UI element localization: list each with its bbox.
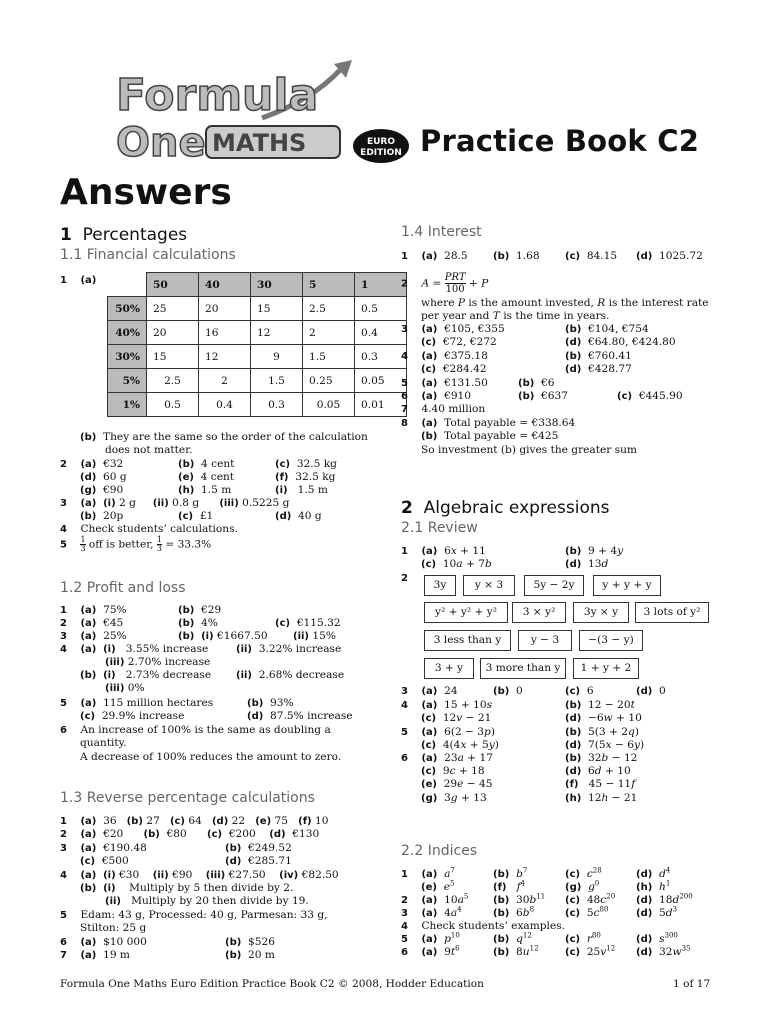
expression-box: y − 3 [518, 630, 572, 651]
table-col-header: 50 [147, 273, 199, 297]
q1-5: 5 $\frac{1}{3}$ off is better, $\frac{1}{3}$ = 33.3̇% [60, 535, 212, 553]
expression-box: 3 × y² [512, 602, 566, 623]
expression-box: 3y [424, 575, 456, 596]
q1-1: 1 (a) [60, 275, 97, 286]
table-row: 30% 15 12 9 1.5 0.3 [108, 345, 407, 369]
subsection-1-1: 1.1 Financial calculations [60, 247, 236, 263]
euro-edition-badge [352, 128, 410, 164]
svg-text:EURO: EURO [366, 137, 396, 147]
table-col-header: 5 [303, 273, 355, 297]
q1-3: 3 (a) (i) 2 g (ii) 0.8 g (iii) 0.5225 g [60, 497, 290, 509]
table-row: 1% 0.5 0.4 0.3 0.05 0.01 [108, 393, 407, 417]
section-1-heading: 1 Percentages [60, 225, 188, 245]
subsection-1-3: 1.3 Reverse percentage calculations [60, 790, 315, 806]
table-row: 50% 25 20 15 2.5 0.5 [108, 297, 407, 321]
table-row: 40% 20 16 12 2 0.4 [108, 321, 407, 345]
expression-box: 1 + y + 2 [573, 658, 639, 679]
expression-box: 3 more than y [480, 658, 566, 679]
svg-text:EDITION: EDITION [360, 148, 402, 158]
page-heading: Answers [60, 172, 232, 213]
section-2-heading: 2 Algebraic expressions [401, 498, 610, 518]
subsection-2-2: 2.2 Indices [401, 843, 478, 859]
expression-box: 3 lots of y² [635, 602, 709, 623]
svg-text:MATHS: MATHS [212, 129, 307, 157]
q1-2: 2 (a) €32 [60, 458, 124, 470]
expression-box: −(3 − y) [579, 630, 643, 651]
formula-one-maths-logo [112, 60, 357, 168]
expression-box: 5y − 2y [524, 575, 584, 596]
subsection-1-4: 1.4 Interest [401, 224, 482, 240]
page-number: 1 of 17 [673, 978, 711, 990]
table-col-header: 1 [355, 273, 407, 297]
svg-text:One: One [116, 120, 206, 166]
book-title: Practice Book C2 [420, 124, 700, 158]
table-col-header: 40 [199, 273, 251, 297]
expression-box: y + y + y [593, 575, 661, 596]
table-col-header: 30 [251, 273, 303, 297]
footer-copyright: Formula One Maths Euro Edition Practice Book C2 © 2008, Hodder Education [60, 978, 484, 990]
subsection-1-2: 1.2 Profit and loss [60, 580, 186, 596]
subsection-2-1: 2.1 Review [401, 520, 478, 536]
table-row: 5% 2.5 2 1.5 0.25 0.05 [108, 369, 407, 393]
expression-box: 3 less than y [424, 630, 511, 651]
expression-box: 3 + y [424, 658, 474, 679]
percentage-table [107, 272, 407, 417]
expression-box: y² + y² + y² [424, 602, 508, 623]
expression-box: y × 3 [463, 575, 515, 596]
expression-box: 3y × y [573, 602, 629, 623]
svg-text:Formula: Formula [116, 70, 319, 121]
q1-1b: (b) They are the same so the order of the calculation [80, 431, 368, 443]
q1-4: 4 Check students’ calculations. [60, 523, 238, 535]
